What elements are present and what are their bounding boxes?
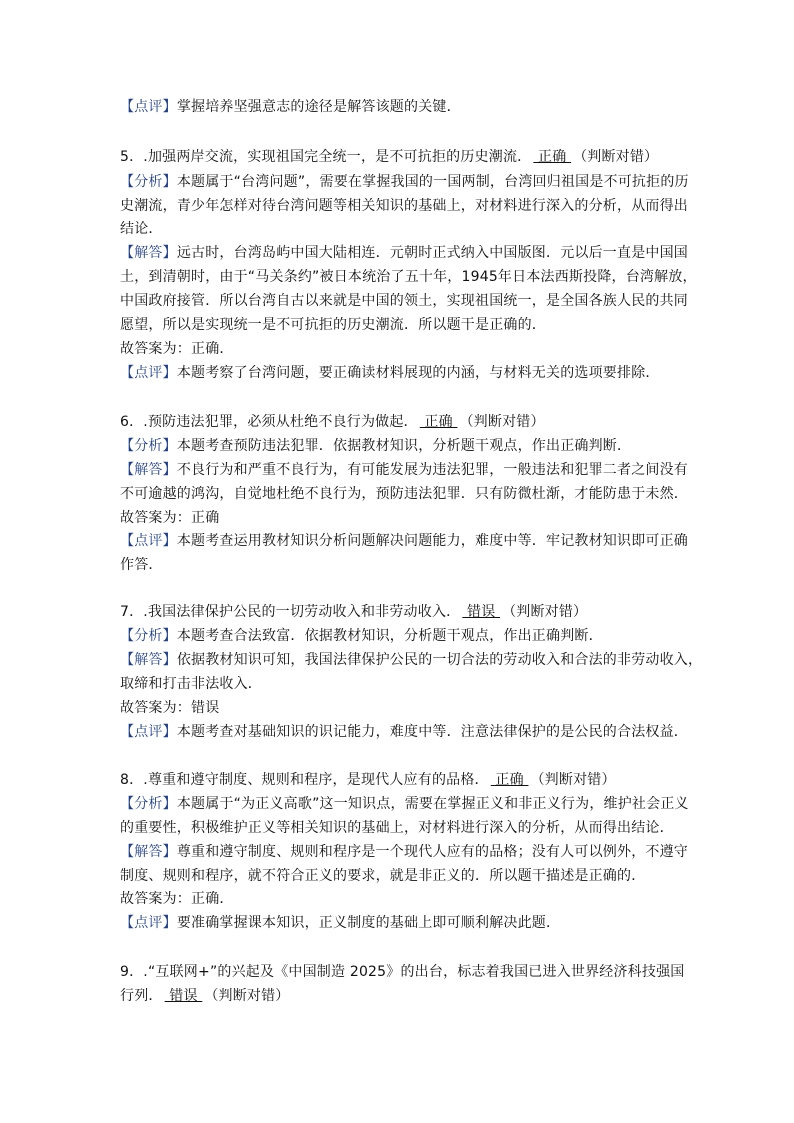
solution-line bbox=[120, 842, 689, 862]
solution-tag: 【解答】 bbox=[120, 462, 177, 478]
comment-text: 要准确掌握课本知识，正义制度的基础上即可顺利解决此题． bbox=[176, 915, 561, 931]
question-suffix: （判断对错） bbox=[573, 149, 659, 165]
solution-line bbox=[120, 291, 688, 311]
comment-line bbox=[120, 97, 680, 117]
answer-text: 故答案为：正确． bbox=[120, 891, 234, 907]
question-text: 6．.预防违法犯罪，必须从杜绝不良行为做起． bbox=[120, 414, 418, 430]
question-suffix: （判断对错） bbox=[204, 988, 290, 1004]
comment-text: 本题考察了台湾问题，要正确读材料展现的内涵，与材料无关的选项要排除． bbox=[176, 365, 660, 381]
solution-line bbox=[120, 460, 689, 480]
comment-line bbox=[120, 531, 689, 551]
solution-text: 尊重和遵守制度、规则和程序是一个现代人应有的品格；没有人可以例外，不遵守 bbox=[176, 844, 689, 860]
solution-line bbox=[120, 315, 680, 335]
comment-text: 掌握培养坚强意志的途径是解答该题的关键． bbox=[176, 99, 461, 115]
answer-blank: 正确 bbox=[419, 414, 458, 430]
comment-tag: 【点评】 bbox=[120, 365, 177, 381]
question-8 bbox=[120, 770, 680, 790]
comment-tag: 【点评】 bbox=[120, 915, 177, 931]
question-text: 8．.尊重和遵守制度、规则和程序，是现代人应有的品格． bbox=[120, 772, 489, 788]
answer-blank: 正确 bbox=[533, 149, 572, 165]
question-9 bbox=[120, 962, 685, 982]
solution-text: 中国政府接管．所以台湾自古以来就是中国的领土，实现祖国统一，是全国各族人民的共同 bbox=[120, 293, 688, 309]
analysis-text: 的重要性，积极维护正义等相关知识的基础上，对材料进行深入的分析，从而得出结论． bbox=[120, 820, 674, 836]
solution-tag: 【解答】 bbox=[120, 652, 177, 668]
answer-text: 故答案为：错误 bbox=[120, 700, 220, 716]
answer-line bbox=[120, 508, 680, 528]
analysis-line bbox=[120, 626, 680, 646]
analysis-tag: 【分析】 bbox=[120, 438, 177, 454]
question-9-continued bbox=[120, 986, 680, 1006]
question-suffix: （判断对错） bbox=[459, 414, 545, 430]
solution-line bbox=[120, 243, 689, 263]
question-text: 5．.加强两岸交流，实现祖国完全统一，是不可抗拒的历史潮流． bbox=[120, 149, 532, 165]
analysis-line bbox=[120, 794, 689, 814]
comment-tag: 【点评】 bbox=[120, 724, 177, 740]
solution-line bbox=[120, 484, 688, 504]
answer-line bbox=[120, 339, 680, 359]
answer-text: 故答案为：正确 bbox=[120, 510, 220, 526]
analysis-text: 本题属于“台湾问题”，需要在掌握我国的一国两制，台湾回归祖国是不可抗拒的历 bbox=[176, 174, 689, 190]
question-suffix: （判断对错） bbox=[502, 604, 588, 620]
analysis-text: 本题属于“为正义高歌”这一知识点，需要在掌握正义和非正义行为，维护社会正义 bbox=[176, 796, 689, 812]
analysis-tag: 【分析】 bbox=[120, 796, 177, 812]
comment-line bbox=[120, 913, 680, 933]
question-text: 7．.我国法律保护公民的一切劳动收入和非劳动收入． bbox=[120, 604, 461, 620]
comment-text: 作答． bbox=[120, 557, 163, 573]
solution-line bbox=[120, 267, 697, 287]
solution-text: 不可逾越的鸿沟，自觉地杜绝不良行为，预防违法犯罪．只有防微杜渐，才能防患于未然． bbox=[120, 486, 688, 502]
analysis-text: 史潮流，青少年怎样对待台湾问题等相关知识的基础上，对材料进行深入的分析，从而得出 bbox=[120, 198, 688, 214]
comment-tag: 【点评】 bbox=[120, 533, 177, 549]
comment-tag: 【点评】 bbox=[120, 99, 177, 115]
analysis-line bbox=[120, 818, 680, 838]
analysis-line bbox=[120, 196, 688, 216]
solution-text: 远古时，台湾岛屿中国大陆相连．元朝时正式纳入中国版图．元以后一直是中国国 bbox=[176, 245, 689, 261]
comment-line bbox=[120, 722, 689, 742]
analysis-text: 结论． bbox=[120, 221, 163, 237]
analysis-tag: 【分析】 bbox=[120, 628, 177, 644]
analysis-text: 本题考查预防违法犯罪．依据教材知识，分析题干观点，作出正确判断． bbox=[176, 438, 632, 454]
answer-text: 故答案为：正确． bbox=[120, 341, 234, 357]
solution-text: 取缔和打击非法收入． bbox=[120, 676, 262, 692]
answer-blank: 错误 bbox=[164, 988, 203, 1004]
solution-text: 依据教材知识可知，我国法律保护公民的一切合法的劳动收入和合法的非劳动收入， bbox=[176, 652, 703, 668]
comment-line bbox=[120, 555, 680, 575]
analysis-line bbox=[120, 219, 680, 239]
comment-text: 本题考查运用教材知识分析问题解决问题能力，难度中等．牢记教材知识即可正确 bbox=[176, 533, 689, 549]
solution-tag: 【解答】 bbox=[120, 844, 177, 860]
solution-text: 制度、规则和程序，就不符合正义的要求，就是非正义的．所以题干描述是正确的． bbox=[120, 868, 646, 884]
analysis-text: 本题考查合法致富．依据教材知识，分析题干观点，作出正确判断． bbox=[176, 628, 603, 644]
analysis-line bbox=[120, 172, 689, 192]
question-7 bbox=[120, 602, 680, 622]
comment-text: 本题考查对基础知识的识记能力，难度中等．注意法律保护的是公民的合法权益． bbox=[176, 724, 689, 740]
solution-text: 不良行为和严重不良行为，有可能发展为违法犯罪，一般违法和犯罪二者之间没有 bbox=[176, 462, 689, 478]
question-5 bbox=[120, 147, 680, 167]
question-text: 行列． bbox=[120, 988, 163, 1004]
question-6 bbox=[120, 412, 680, 432]
question-text: 9．.“互联网+”的兴起及《中国制造 2025》的出台，标志着我国已进入世界经济科技强国 bbox=[120, 964, 685, 980]
solution-text: 愿望，所以是实现统一是不可抗拒的历史潮流．所以题干是正确的． bbox=[120, 317, 546, 333]
solution-line bbox=[120, 674, 680, 694]
analysis-line bbox=[120, 436, 680, 456]
analysis-tag: 【分析】 bbox=[120, 174, 177, 190]
answer-line bbox=[120, 889, 680, 909]
answer-line bbox=[120, 698, 680, 718]
answer-blank: 错误 bbox=[462, 604, 501, 620]
answer-blank: 正确 bbox=[490, 772, 529, 788]
solution-tag: 【解答】 bbox=[120, 245, 177, 261]
comment-line bbox=[120, 363, 680, 383]
solution-line bbox=[120, 866, 680, 886]
solution-text: 土，到清朝时，由于“马关条约”被日本统治了五十年，1945年日本法西斯投降，台湾解放， bbox=[120, 269, 697, 285]
solution-line bbox=[120, 650, 703, 670]
question-suffix: （判断对错） bbox=[530, 772, 616, 788]
